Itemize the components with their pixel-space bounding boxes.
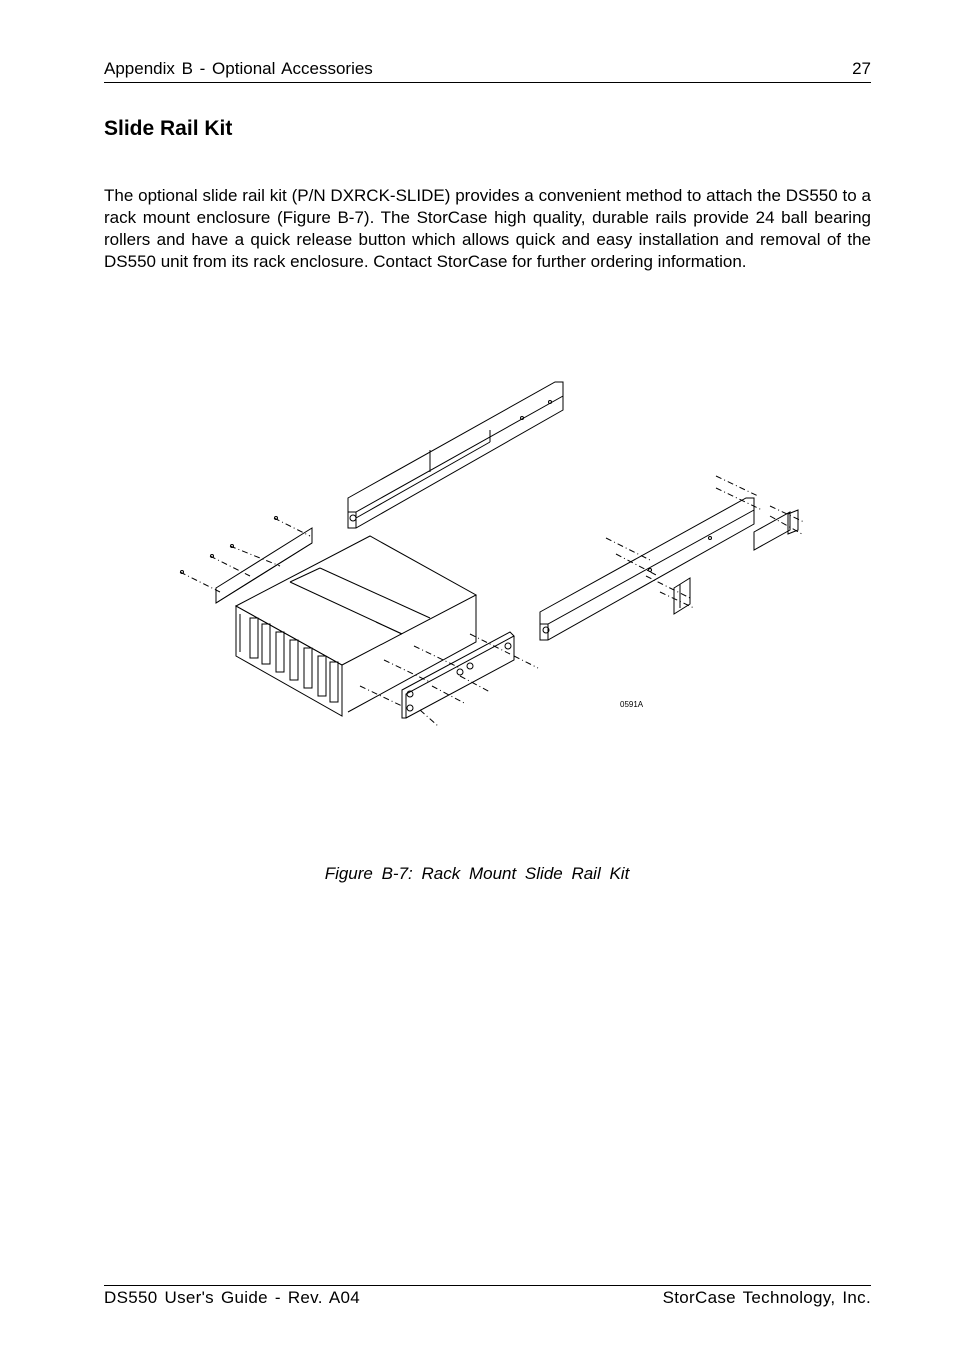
ds550-enclosure [236,536,476,716]
top-slide-rail [348,382,563,528]
header-section-title: Appendix B - Optional Accessories [104,59,373,78]
front-screw-leaders [360,634,538,726]
rear-rack-ear [754,510,798,550]
page-header [104,58,871,83]
figure-caption: Figure B-7: Rack Mount Slide Rail Kit [324,864,630,883]
page-footer [104,1285,871,1307]
right-screw-leaders [606,476,804,608]
right-slide-rail [540,498,754,640]
rear-bracket [674,578,690,614]
body-paragraph: The optional slide rail kit (P/N DXRCK-SLIDE) provides a convenient method to attach the DS550 to a rack mount enclosure (Figure B-7). The StorCase high quality, durable rails provide 24 ball bearing rollers and have a quick release button which allows quick and easy installation and removal of the DS550 unit from its rack enclosure. Contact StorCase for further ordering information. [104,186,871,271]
section-title: Slide Rail Kit [104,117,233,140]
footer-company-name: StorCase Technology, Inc. [662,1288,871,1307]
footer-document-title: DS550 User's Guide - Rev. A04 [104,1288,360,1307]
front-rack-ear [402,632,514,718]
exploded-assembly-drawing [170,370,820,740]
left-screw-leaders [180,518,310,592]
slide-rail-kit-figure [170,370,820,740]
header-page-number: 27 [852,59,871,78]
figure-code-label: 0591A [620,700,644,709]
left-screws [181,517,278,574]
